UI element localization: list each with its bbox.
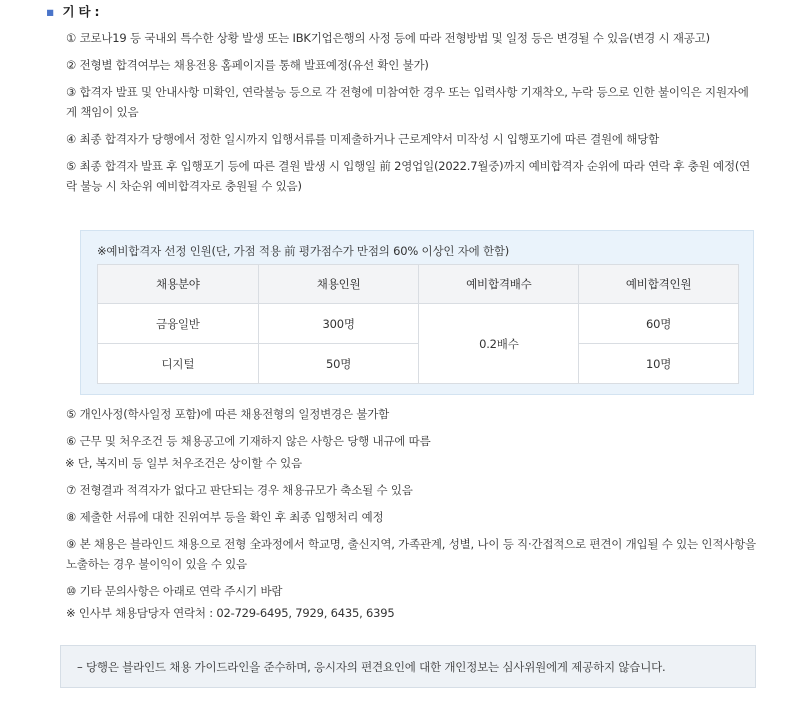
blind-guideline-notice — [60, 645, 756, 688]
notice-item-verification: ⑧ 제출한 서류에 대한 진위여부 등을 확인 후 최종 입행처리 예정 — [66, 510, 384, 524]
notice-item-5: ⑤ 최종 합격자 발표 후 입행포기 등에 따른 결원 발생 시 입행일 前 2영업일(2022.7월중)까지 예비합격자 순위에 따라 연락 후 충원 예정(연락 불능 시 차순위 예비합격자로 충원될 수 있음) — [66, 159, 751, 193]
header-field: 채용분야 — [98, 265, 259, 304]
header-count: 채용인원 — [258, 265, 419, 304]
header-reserve-count: 예비합격인원 — [579, 265, 739, 304]
notice-item-3: ③ 합격자 발표 및 안내사항 미확인, 연락불능 등으로 각 전형에 미참여한 경우 또는 입력사항 기재착오, 누락 등으로 인한 불이익은 지원자에게 책임이 있음 — [66, 85, 749, 119]
cell-reserve-count: 10명 — [579, 344, 739, 384]
cell-reserve-count: 60명 — [579, 304, 739, 344]
reserve-caption: ※예비합격자 선정 인원(단, 가점 적용 前 평가점수가 만점의 60% 이상인 자에 한함) — [97, 244, 510, 258]
notice-list-top — [66, 28, 756, 203]
notice-note-welfare: ※ 단, 복지비 등 일부 처우조건은 상이할 수 있음 — [65, 456, 302, 470]
table-header-row — [98, 265, 739, 304]
notice-item-scale: ⑦ 전형결과 적격자가 없다고 판단되는 경우 채용규모가 축소될 수 있음 — [66, 483, 413, 497]
notice-item-conditions: ⑥ 근무 및 처우조건 등 채용공고에 기재하지 않은 사항은 당행 내규에 따름 — [66, 434, 431, 448]
reserve-table — [97, 264, 739, 384]
blind-guideline-text: – 당행은 블라인드 채용 가이드라인을 준수하며, 응시자의 편견요인에 대한 개인정보는 심사위원에게 제공하지 않습니다. — [77, 659, 666, 674]
table-row — [98, 344, 739, 384]
cell-field: 금융일반 — [98, 304, 259, 344]
cell-multiplier: 0.2배수 — [419, 304, 579, 384]
notice-item-inquiry: ⑩ 기타 문의사항은 아래로 연락 주시기 바람 — [66, 584, 283, 598]
notice-note-contact: ※ 인사부 채용담당자 연락처 : 02-729-6495, 7929, 6435, 6395 — [66, 606, 395, 620]
cell-count: 300명 — [258, 304, 419, 344]
notice-list-bottom — [66, 404, 756, 630]
notice-item-2: ② 전형별 합격여부는 채용전용 홈페이지를 통해 발표예정(유선 확인 불가) — [66, 58, 429, 72]
section-title — [46, 2, 99, 20]
cell-field: 디지털 — [98, 344, 259, 384]
notice-item-4: ④ 최종 합격자가 당행에서 정한 일시까지 입행서류를 미제출하거나 근로계약서 미작성 시 입행포기에 따른 결원에 해당함 — [66, 132, 660, 146]
notice-item-1: ① 코로나19 등 국내외 특수한 상황 발생 또는 IBK기업은행의 사정 등에 따라 전형방법 및 일정 등은 변경될 수 있음(변경 시 재공고) — [66, 31, 710, 45]
header-multiplier: 예비합격배수 — [419, 265, 579, 304]
reserve-box — [80, 230, 754, 395]
notice-item-blind: ⑨ 본 채용은 블라인드 채용으로 전형 全과정에서 학교명, 출신지역, 가족관계, 성별, 나이 등 직·간접적으로 편견이 개입될 수 있는 인적사항을 노출하는 경우 불이익이 있을 수 있음 — [66, 537, 756, 571]
cell-count: 50명 — [258, 344, 419, 384]
table-row — [98, 304, 739, 344]
notice-item-schedule: ⑤ 개인사정(학사일정 포함)에 따른 채용전형의 일정변경은 불가함 — [66, 407, 390, 421]
bullet-icon: ▪ — [46, 4, 55, 19]
section-title-text: 기 타 : — [62, 4, 100, 19]
